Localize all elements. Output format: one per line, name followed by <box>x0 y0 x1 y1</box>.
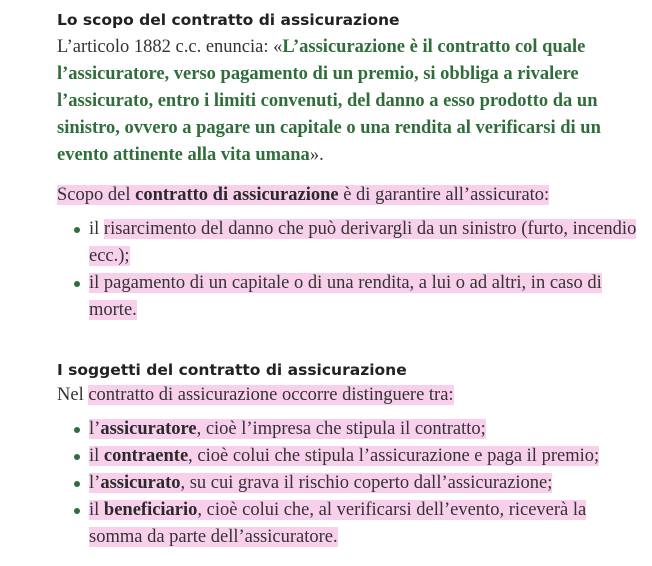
scope-lead: Scopo del <box>57 185 136 205</box>
quote-text: L’assicurazione è il contratto col quale l’assicuratore, verso pagamento di un premio, si obbliga a rivalere l’assicurato, entro i limiti convenuti, del danno a esso prodotto da un sinistro, ovvero a pagare un capitale o una rendita al verificarsi di un evento attinente alla vita umana <box>57 37 601 165</box>
bullet-icon <box>74 227 80 233</box>
bullet-icon <box>74 508 80 514</box>
scope-tail: è di garantire all’assicurato: <box>338 185 550 205</box>
list-item: l’assicuratore, cioè l’impresa che stipula il contratto; <box>57 416 637 443</box>
scope-list <box>57 216 637 324</box>
list-item: il contraente, cioè colui che stipula l’assicurazione e paga il premio; <box>57 443 637 470</box>
bullet-icon <box>74 481 80 487</box>
bullet-icon <box>74 427 80 433</box>
list-item: il risarcimento del danno che può derivargli da un sinistro (furto, incendio ecc.); <box>57 216 637 270</box>
bullet-icon <box>74 281 80 287</box>
article-quote <box>57 34 637 169</box>
section-title-soggetti: I soggetti del contratto di assicurazione <box>57 361 407 379</box>
list-item: l’assicurato, su cui grava il rischio coperto dall’assicurazione; <box>57 470 637 497</box>
document <box>57 10 637 551</box>
scope-bold: contratto di assicurazione <box>135 185 339 205</box>
scope-sentence <box>57 182 637 209</box>
section-title-scopo: Lo scopo del contratto di assicurazione <box>57 11 400 29</box>
subjects-intro: Nel contratto di assicurazione occorre distinguere tra: <box>57 385 454 405</box>
subjects-list <box>57 416 637 551</box>
list-item: il pagamento di un capitale o di una rendita, a lui o ad altri, in caso di morte. <box>57 270 637 324</box>
bullet-icon <box>74 454 80 460</box>
list-item: il beneficiario, cioè colui che, al verificarsi dell’evento, riceverà la somma da parte dell’assicuratore. <box>57 497 637 551</box>
quote-lead: L’articolo 1882 c.c. enuncia: « <box>57 37 283 57</box>
quote-end: ». <box>309 145 324 165</box>
